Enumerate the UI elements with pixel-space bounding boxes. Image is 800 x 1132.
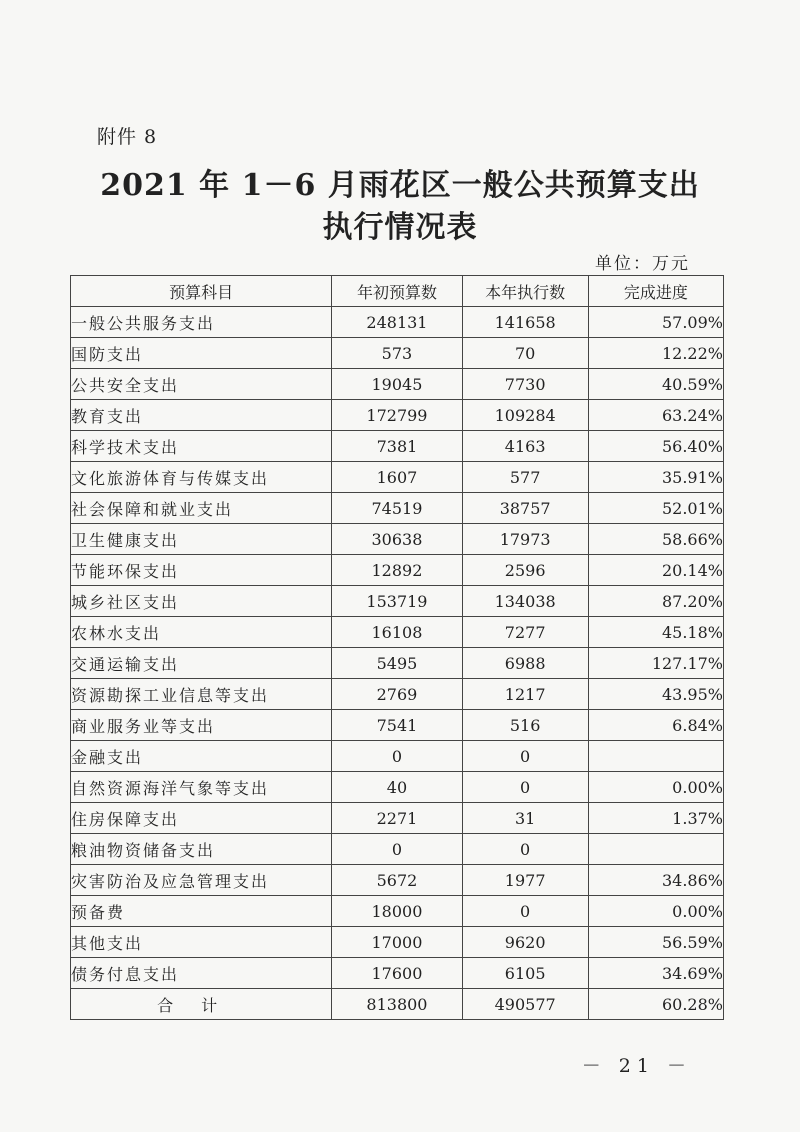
- row-progress: 45.18%: [588, 617, 723, 648]
- row-progress: 34.86%: [588, 865, 723, 896]
- row-name: 金融支出: [71, 741, 332, 772]
- row-executed: 7730: [462, 369, 588, 400]
- row-executed: 1977: [462, 865, 588, 896]
- table-row: [71, 617, 724, 648]
- page-number: － 21 －: [581, 1055, 692, 1077]
- table-row: [71, 586, 724, 617]
- table-row: [71, 927, 724, 958]
- row-progress: 63.24%: [588, 400, 723, 431]
- row-executed: 1217: [462, 679, 588, 710]
- row-executed: 0: [462, 896, 588, 927]
- header-initial-budget: 年初预算数: [332, 276, 462, 307]
- row-progress: 127.17%: [588, 648, 723, 679]
- row-budget: 18000: [332, 896, 462, 927]
- row-progress: 87.20%: [588, 586, 723, 617]
- row-budget: 30638: [332, 524, 462, 555]
- table-row: [71, 431, 724, 462]
- total-progress: 60.28%: [588, 989, 723, 1020]
- table-row: [71, 400, 724, 431]
- row-budget: 1607: [332, 462, 462, 493]
- row-name: 社会保障和就业支出: [71, 493, 332, 524]
- row-executed: 516: [462, 710, 588, 741]
- row-progress: 0.00%: [588, 896, 723, 927]
- row-name: 灾害防治及应急管理支出: [71, 865, 332, 896]
- table-row: [71, 648, 724, 679]
- row-name: 农林水支出: [71, 617, 332, 648]
- total-label: 合计: [71, 989, 332, 1020]
- row-name: 交通运输支出: [71, 648, 332, 679]
- row-executed: 134038: [462, 586, 588, 617]
- row-executed: 7277: [462, 617, 588, 648]
- row-name: 商业服务业等支出: [71, 710, 332, 741]
- header-budget-item: 预算科目: [71, 276, 332, 307]
- row-budget: 5495: [332, 648, 462, 679]
- row-executed: 17973: [462, 524, 588, 555]
- row-budget: 16108: [332, 617, 462, 648]
- page-title-line2: 执行情况表: [322, 210, 478, 245]
- row-name: 债务付息支出: [71, 958, 332, 989]
- row-name: 自然资源海洋气象等支出: [71, 772, 332, 803]
- row-executed: 9620: [462, 927, 588, 958]
- table-row: [71, 493, 724, 524]
- total-row: [71, 989, 724, 1020]
- table-header-row: [71, 276, 724, 307]
- row-budget: 40: [332, 772, 462, 803]
- page-title-line1: 2021 年 1－6 月雨花区一般公共预算支出: [100, 168, 700, 203]
- row-budget: 12892: [332, 555, 462, 586]
- row-executed: 4163: [462, 431, 588, 462]
- row-budget: 74519: [332, 493, 462, 524]
- row-executed: 38757: [462, 493, 588, 524]
- row-executed: 109284: [462, 400, 588, 431]
- row-name: 科学技术支出: [71, 431, 332, 462]
- row-name: 一般公共服务支出: [71, 307, 332, 338]
- row-progress: 40.59%: [588, 369, 723, 400]
- header-progress: 完成进度: [588, 276, 723, 307]
- row-budget: 7541: [332, 710, 462, 741]
- row-name: 其他支出: [71, 927, 332, 958]
- row-progress: 56.59%: [588, 927, 723, 958]
- row-progress: 57.09%: [588, 307, 723, 338]
- table-row: [71, 834, 724, 865]
- row-budget: 248131: [332, 307, 462, 338]
- unit-label: 单位：万元: [595, 254, 690, 274]
- row-executed: 6988: [462, 648, 588, 679]
- row-executed: 31: [462, 803, 588, 834]
- row-progress: 43.95%: [588, 679, 723, 710]
- row-executed: 577: [462, 462, 588, 493]
- row-progress: 0.00%: [588, 772, 723, 803]
- row-name: 教育支出: [71, 400, 332, 431]
- table-row: [71, 369, 724, 400]
- attachment-label: 附件 8: [97, 126, 158, 148]
- row-budget: 573: [332, 338, 462, 369]
- row-progress: 56.40%: [588, 431, 723, 462]
- row-progress: 34.69%: [588, 958, 723, 989]
- row-name: 预备费: [71, 896, 332, 927]
- row-budget: 2769: [332, 679, 462, 710]
- row-progress: [588, 834, 723, 865]
- row-progress: 20.14%: [588, 555, 723, 586]
- row-name: 住房保障支出: [71, 803, 332, 834]
- row-name: 卫生健康支出: [71, 524, 332, 555]
- table-row: [71, 679, 724, 710]
- row-executed: 2596: [462, 555, 588, 586]
- row-executed: 6105: [462, 958, 588, 989]
- table-row: [71, 462, 724, 493]
- table-row: [71, 803, 724, 834]
- row-name: 文化旅游体育与传媒支出: [71, 462, 332, 493]
- row-budget: 17000: [332, 927, 462, 958]
- row-budget: 7381: [332, 431, 462, 462]
- row-name: 城乡社区支出: [71, 586, 332, 617]
- row-name: 公共安全支出: [71, 369, 332, 400]
- row-progress: 6.84%: [588, 710, 723, 741]
- row-budget: 19045: [332, 369, 462, 400]
- row-progress: 58.66%: [588, 524, 723, 555]
- row-executed: 70: [462, 338, 588, 369]
- row-executed: 141658: [462, 307, 588, 338]
- table-row: [71, 865, 724, 896]
- row-progress: [588, 741, 723, 772]
- row-budget: 2271: [332, 803, 462, 834]
- header-executed: 本年执行数: [462, 276, 588, 307]
- table-row: [71, 896, 724, 927]
- table-row: [71, 710, 724, 741]
- total-budget: 813800: [332, 989, 462, 1020]
- table-row: [71, 307, 724, 338]
- row-budget: 172799: [332, 400, 462, 431]
- row-name: 资源勘探工业信息等支出: [71, 679, 332, 710]
- table-row: [71, 338, 724, 369]
- table-row: [71, 741, 724, 772]
- budget-table: [70, 275, 724, 1020]
- row-executed: 0: [462, 741, 588, 772]
- total-executed: 490577: [462, 989, 588, 1020]
- table-row: [71, 958, 724, 989]
- row-budget: 0: [332, 834, 462, 865]
- row-progress: 12.22%: [588, 338, 723, 369]
- table-row: [71, 772, 724, 803]
- row-progress: 52.01%: [588, 493, 723, 524]
- row-executed: 0: [462, 772, 588, 803]
- row-name: 国防支出: [71, 338, 332, 369]
- row-budget: 5672: [332, 865, 462, 896]
- row-executed: 0: [462, 834, 588, 865]
- row-budget: 0: [332, 741, 462, 772]
- row-budget: 153719: [332, 586, 462, 617]
- table-row: [71, 524, 724, 555]
- row-progress: 35.91%: [588, 462, 723, 493]
- row-budget: 17600: [332, 958, 462, 989]
- row-name: 节能环保支出: [71, 555, 332, 586]
- table-row: [71, 555, 724, 586]
- row-name: 粮油物资储备支出: [71, 834, 332, 865]
- row-progress: 1.37%: [588, 803, 723, 834]
